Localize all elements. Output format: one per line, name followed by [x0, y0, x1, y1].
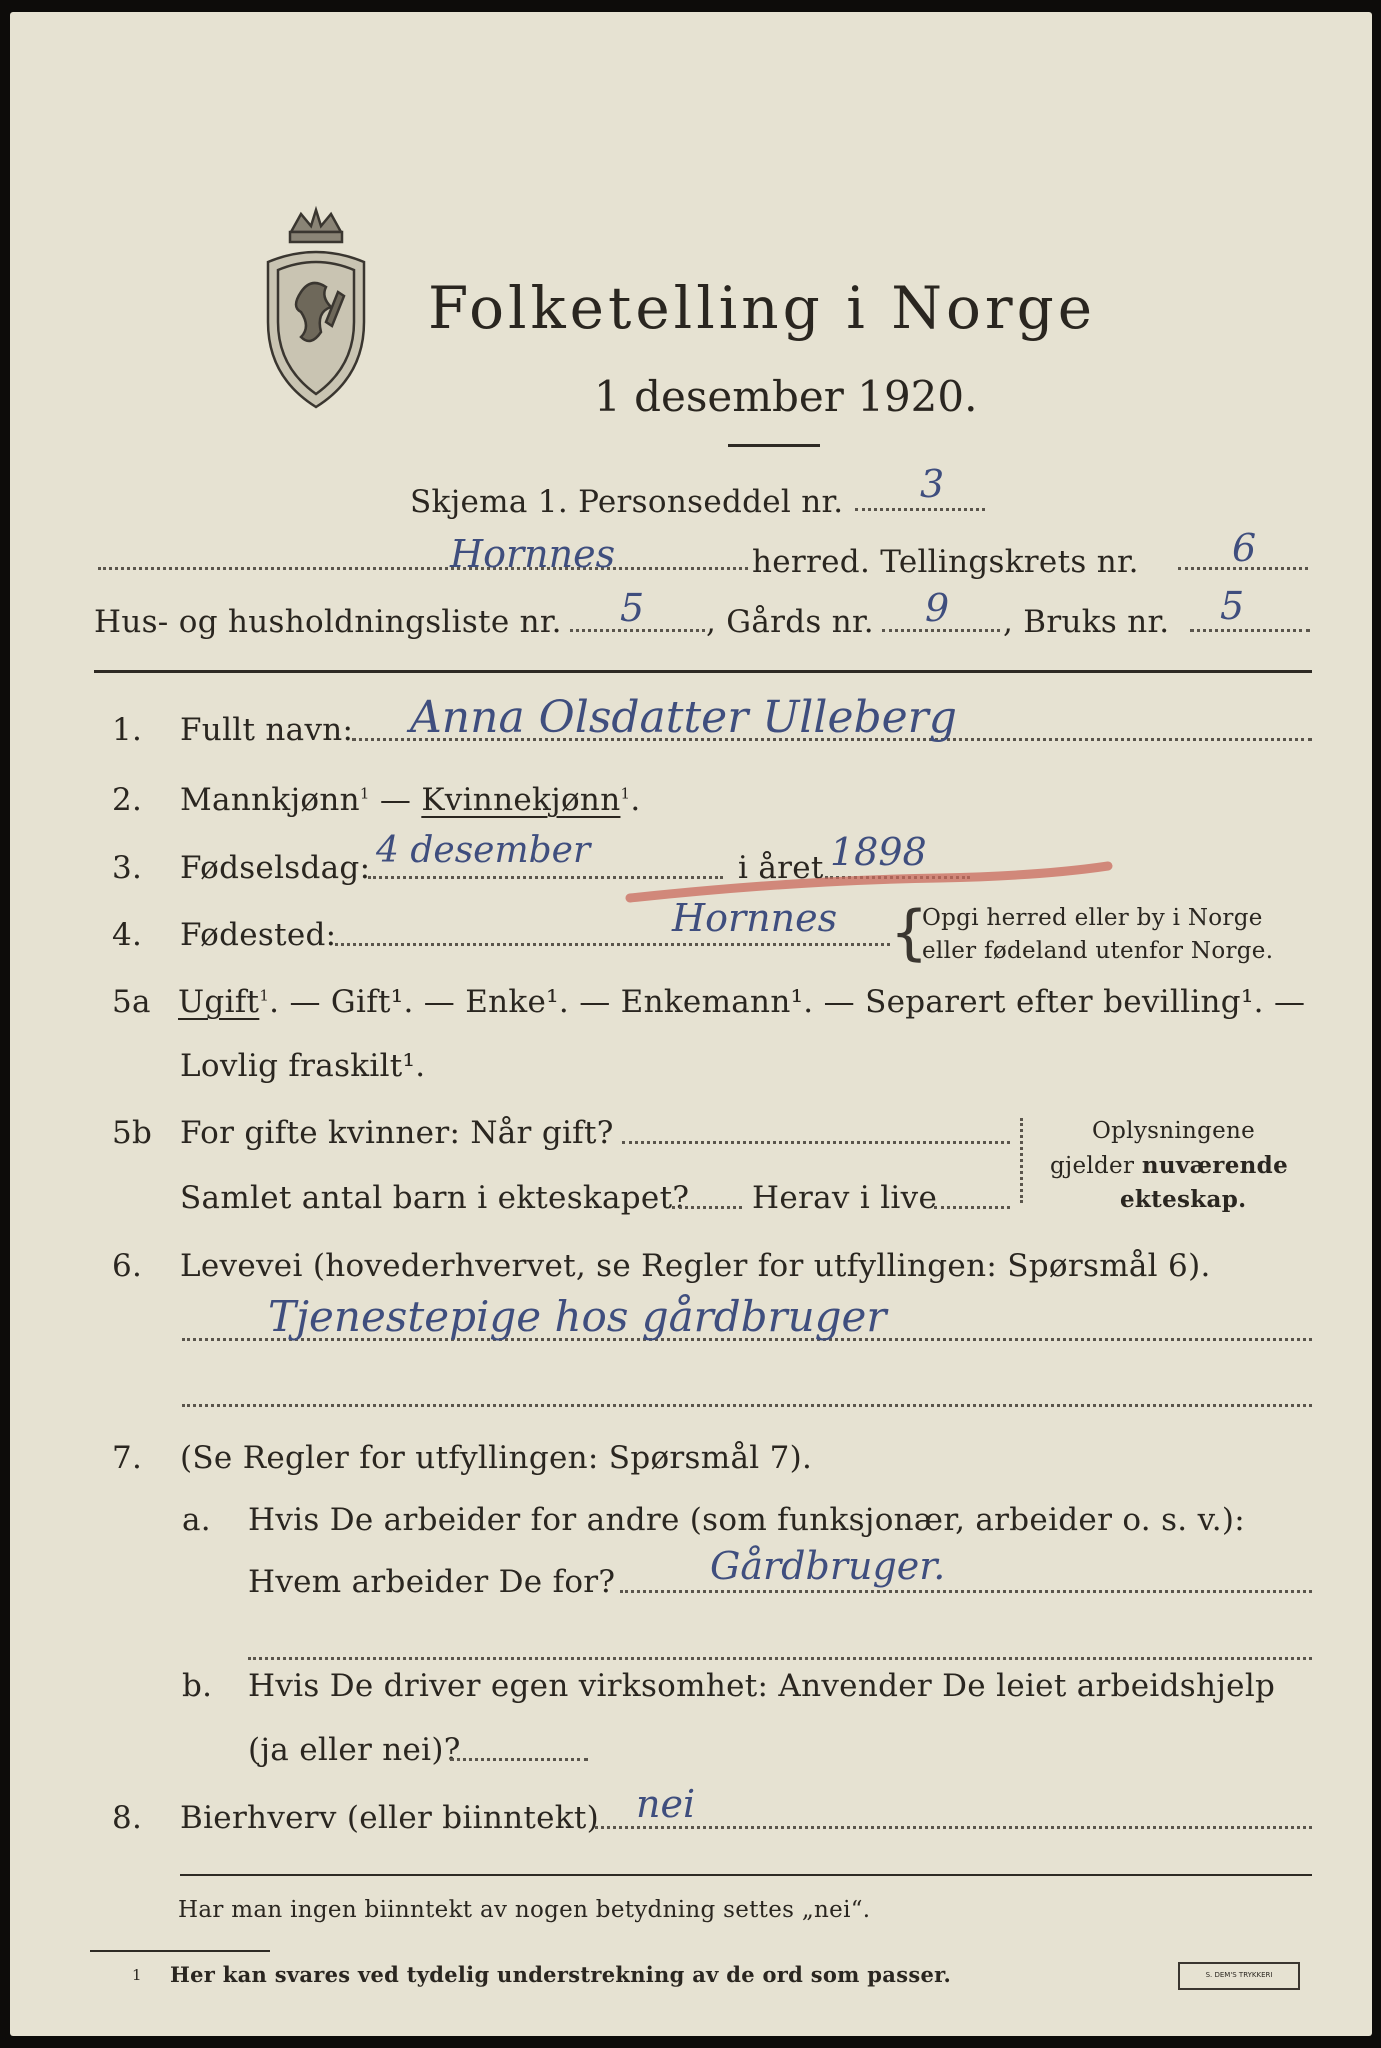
printer-stamp-text: S. DEM'S TRYKKERI — [1205, 1971, 1273, 1979]
q7b-line — [450, 1758, 588, 1761]
q4-number: 4. — [112, 917, 143, 953]
q7-number: 7. — [112, 1440, 143, 1476]
q5b-live-line — [934, 1206, 1010, 1209]
q5a-rest: . — Gift¹. — Enke¹. — Enkemann¹. — Separert efter bevilling¹. — — [269, 984, 1306, 1020]
header-divider — [94, 670, 1312, 673]
q5b-number: 5b — [112, 1115, 153, 1151]
herred-value: Hornnes — [450, 532, 616, 576]
q7a-number: a. — [182, 1502, 211, 1538]
q8-label: Bierhverv (eller biinntekt) — [180, 1800, 600, 1836]
herred-label: herred. Tellingskrets nr. — [752, 544, 1139, 580]
q6-number: 6. — [112, 1248, 143, 1284]
form-date: 1 desember 1920. — [594, 372, 978, 421]
form-title: Folketelling i Norge — [428, 274, 1097, 342]
q5b-note-2b: nuværende — [1141, 1152, 1288, 1179]
q7-label: (Se Regler for utfyllingen: Spørsmål 7). — [180, 1440, 813, 1476]
census-form — [10, 12, 1372, 2036]
q7b-number: b. — [182, 1668, 213, 1704]
q8-value: nei — [636, 1782, 696, 1826]
q3-year: 1898 — [830, 830, 927, 874]
q2-number: 2. — [112, 782, 143, 818]
q7b-label: Hvis De driver egen virksomhet: Anvender De leiet arbeidshjelp — [248, 1668, 1276, 1704]
q5b-barn-line — [672, 1206, 742, 1209]
q5b-label-3: Herav i live — [752, 1180, 938, 1216]
q5b-divider — [1020, 1118, 1023, 1203]
q5a-ugift: Ugift — [178, 984, 260, 1020]
q1-label: Fullt navn: — [180, 712, 354, 748]
herred-line — [98, 567, 748, 570]
q4-value: Hornnes — [672, 896, 838, 940]
q5a-number: 5a — [112, 984, 151, 1020]
personseddel-line — [855, 508, 985, 511]
q3-number: 3. — [112, 850, 143, 886]
q8-line — [595, 1826, 1312, 1829]
q5b-note-2a: gjelder — [1050, 1153, 1142, 1179]
q2-male-sup: 1 — [359, 784, 370, 803]
q5b-label-1: For gifte kvinner: Når gift? — [180, 1115, 614, 1151]
q4-note-2: eller fødeland utenfor Norge. — [922, 938, 1274, 964]
q5b-note-1: Oplysningene — [1092, 1118, 1256, 1144]
bruks-nr: 5 — [1220, 584, 1245, 628]
q7a-line-1 — [620, 1590, 1312, 1593]
bruks-label: , Bruks nr. — [1003, 604, 1170, 640]
q2-female: Kvinnekjønn — [421, 782, 621, 818]
personseddel-nr: 3 — [920, 462, 945, 506]
q8-divider — [180, 1874, 1312, 1876]
q2-sep: — — [369, 782, 422, 818]
q2-options: Mannkjønn$^1$ — Kvinnekjønn$^1$. — [180, 782, 641, 818]
q1-number: 1. — [112, 712, 143, 748]
gards-label: , Gårds nr. — [706, 604, 874, 640]
q7a-line-2 — [248, 1657, 1312, 1660]
q3-label: Fødselsdag: — [180, 850, 371, 886]
husholdningsliste-label: Hus- og husholdningsliste nr. — [94, 604, 562, 640]
q4-note-1: Opgi herred eller by i Norge — [922, 905, 1263, 931]
q4-brace: { — [890, 898, 929, 968]
q5b-note-2 — [1050, 1152, 1288, 1179]
q4-line — [335, 943, 890, 946]
coat-of-arms-icon — [256, 202, 376, 412]
q6-label: Levevei (hovederhvervet, se Regler for utfyllingen: Spørsmål 6). — [180, 1248, 1211, 1284]
footer-note: Har man ingen biinntekt av nogen betydning settes „nei“. — [178, 1897, 871, 1923]
printer-stamp — [1178, 1962, 1300, 1990]
q3-year-label: i året — [738, 850, 824, 886]
q8-number: 8. — [112, 1800, 143, 1836]
footnote-text: Her kan svares ved tydelig understrekning av de ord som passer. — [170, 1962, 952, 1987]
q7a-question: Hvem arbeider De for? — [248, 1564, 616, 1600]
title-divider — [728, 444, 820, 447]
q3-value: 4 desember — [376, 830, 591, 871]
q5b-gift-line — [622, 1141, 1010, 1144]
q6-line-2 — [182, 1404, 1312, 1407]
skjema-label: Skjema 1. Personseddel nr. — [410, 484, 844, 520]
husholdningsliste-nr: 5 — [620, 586, 645, 630]
q6-value: Tjenestepige hos gårdbruger — [268, 1292, 887, 1341]
tellingskrets-nr: 6 — [1232, 526, 1257, 570]
footnote-divider — [90, 1950, 270, 1952]
q7b-question: (ja eller nei)? — [248, 1732, 461, 1768]
q7a-value: Gårdbruger. — [710, 1544, 946, 1588]
q4-label: Fødested: — [180, 917, 337, 953]
q2-male: Mannkjønn — [180, 782, 360, 818]
q5b-label-2: Samlet antal barn i ekteskapet? — [180, 1180, 690, 1216]
q5a-line2: Lovlig fraskilt¹. — [180, 1048, 426, 1084]
q5b-note-3: ekteskap. — [1120, 1186, 1247, 1213]
bruks-line — [1190, 629, 1310, 632]
footnote-mark: 1 — [132, 1966, 142, 1984]
q2-female-sup: 1 — [620, 784, 631, 803]
q1-value: Anna Olsdatter Ulleberg — [410, 692, 957, 743]
q7a-label: Hvis De arbeider for andre (som funksjonær, arbeider o. s. v.): — [248, 1502, 1246, 1538]
gards-nr: 9 — [925, 586, 950, 630]
q5a-options: Ugift$^1$. — Gift¹. — Enke¹. — Enkemann¹. — Separert efter bevilling¹. — — [178, 984, 1306, 1020]
